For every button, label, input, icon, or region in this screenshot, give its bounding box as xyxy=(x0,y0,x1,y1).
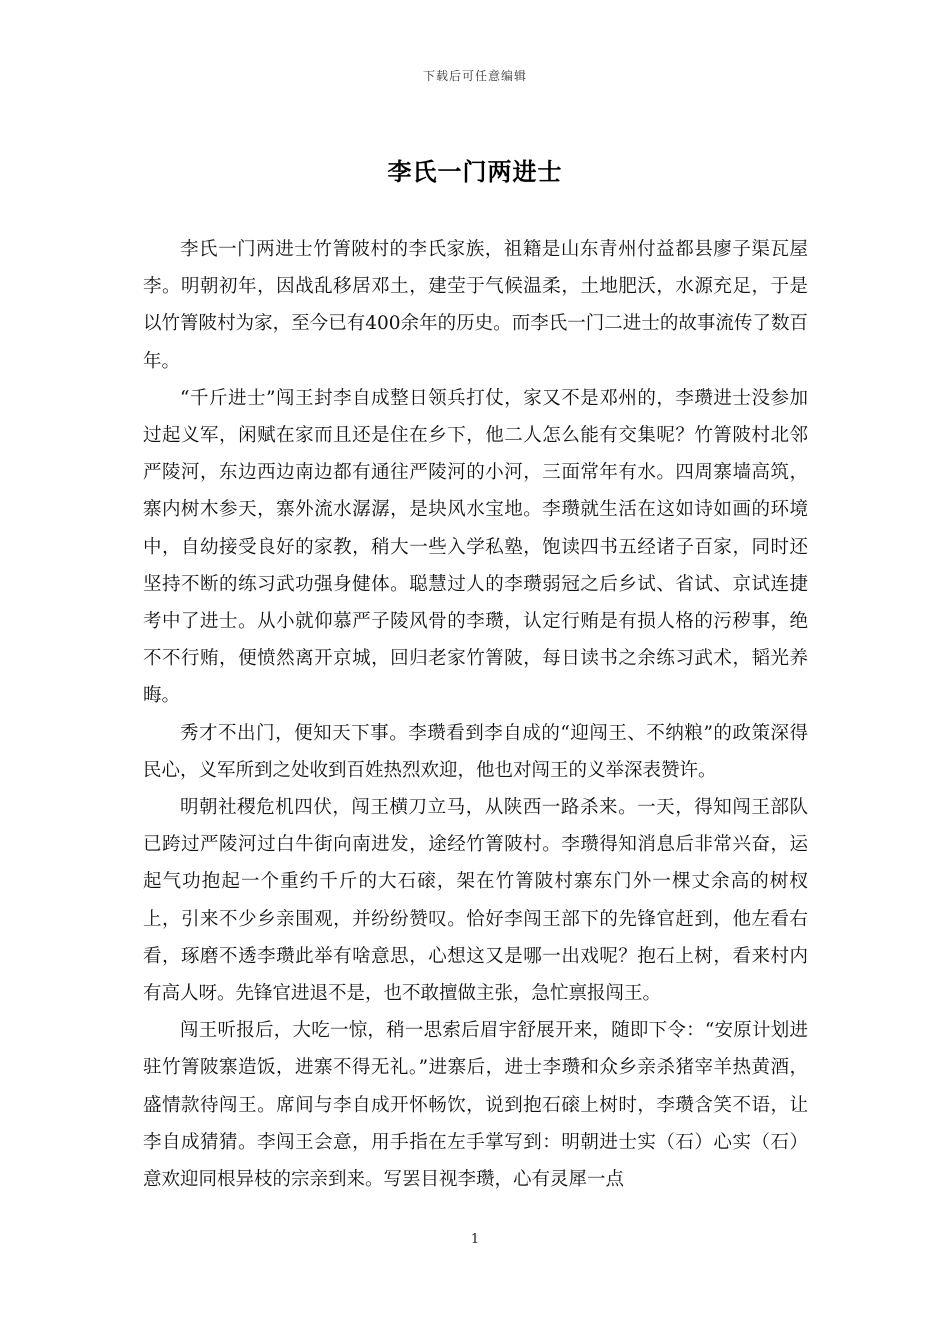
paragraph-1: 李氏一门两进士竹箐陂村的李氏家族，祖籍是山东青州付益都县廖子渠瓦屋李。明朝初年，因战乱移居邓土，建茔于气候温柔，土地肥沃，水源充足，于是以竹箐陂村为家，至今已有400余年的历史。而李氏一门二进士的故事流传了数百年。 xyxy=(143,239,808,372)
header-note: 下载后可任意编辑 xyxy=(422,69,527,83)
body-text xyxy=(143,231,808,1198)
paragraph-3: 秀才不出门，便知天下事。李瓒看到李自成的“迎闯王、不纳粮”的政策深得民心，义军所到之处收到百姓热烈欢迎，他也对闯王的义举深表赞许。 xyxy=(143,722,808,781)
page-title: 李氏一门两进士 xyxy=(387,158,563,186)
page-number: 1 xyxy=(470,1232,480,1247)
paragraph-2: “千斤进士”闯王封李自成整日领兵打仗，家又不是邓州的，李瓒进士没参加过起义军，闲赋在家而且还是住在乡下，他二人怎么能有交集呢？竹箐陂村北邻严陵河，东边西边南边都有通往严陵河的小河，三面常年有水。四周寨墙高筑，寨内树木参天，寨外流水潺潺，是块风水宝地。李瓒就生活在这如诗如画的环境中，自幼接受良好的家教，稍大一些入学私塾，饱读四书五经诸子百家，同时还坚持不断的练习武功强身健体。聪慧过人的李瓒弱冠之后乡试、省试、京试连捷考中了进士。从小就仰慕严子陵风骨的李瓒，认定行贿是有损人格的污秽事，绝不不行贿，便愤然离开京城，回归老家竹箐陂，每日读书之余练习武术，韬光养晦。 xyxy=(143,387,808,707)
paragraph-4: 明朝社稷危机四伏，闯王横刀立马，从陕西一路杀来。一天，得知闯王部队已跨过严陵河过白牛街向南进发，途经竹箐陂村。李瓒得知消息后非常兴奋，运起气功抱起一个重约千斤的大石磙，架在竹箐陂村寨东门外一棵丈余高的树杈上，引来不少乡亲围观，并纷纷赞叹。恰好李闯王部下的先锋官赶到，他左看右看，琢磨不透李瓒此举有啥意思，心想这又是哪一出戏呢？抱石上树，看来村内有高人呀。先锋官进退不是，也不敢擅做主张，急忙禀报闯王。 xyxy=(143,797,808,1005)
paragraph-5: 闯王听报后，大吃一惊，稍一思索后眉宇舒展开来，随即下令：“安原计划进驻竹箐陂寨造饭，进寨不得无礼。”进寨后，进士李瓒和众乡亲杀猪宰羊热黄酒，盛情款待闯王。席间与李自成开怀畅饮，说到抱石磙上树时，李瓒含笑不语，让李自成猜猜。李闯王会意，用手指在左手掌写到：明朝进士实（石）心实（石）意欢迎同根异枝的宗亲到来。写罢目视李瓒，心有灵犀一点 xyxy=(143,1020,808,1191)
